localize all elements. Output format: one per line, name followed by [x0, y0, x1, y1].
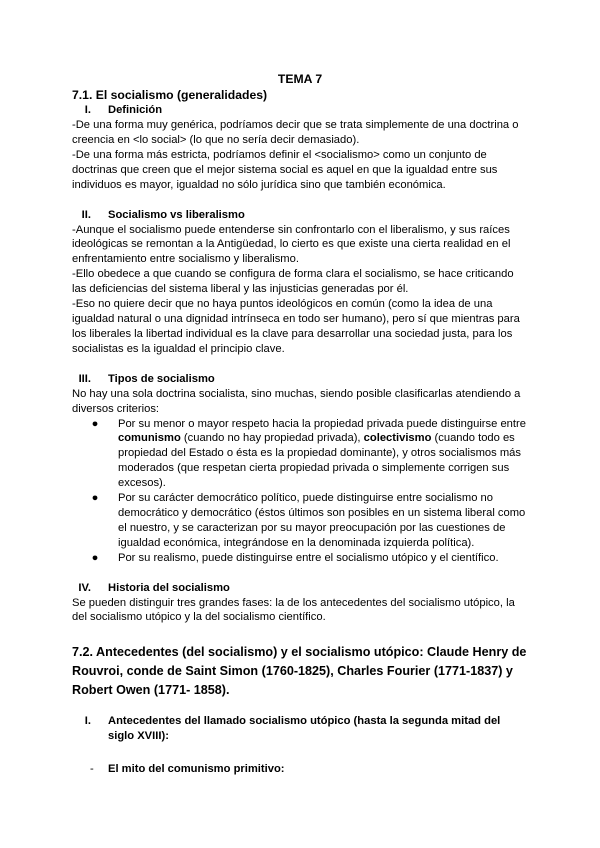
list-item: ● Por su realismo, puede distinguirse entre el socialismo utópico y el científico. — [91, 551, 499, 564]
page-title: TEMA 7 — [277, 72, 323, 86]
paragraph: Se pueden distinguir tres grandes fases: la de los antecedentes del socialismo utópico, la del socialismo utópico y la del socialismo científico. — [72, 596, 515, 624]
bullet-icon: ● — [91, 492, 99, 505]
paragraph: -Eso no quiere decir que no haya puntos ideológicos en común (como la idea de una igualdad natural o una dignidad intrínseca en todo ser humano), pero sí que mientras para los liberales la libertad individual es la clave para desarrollar una sociedad justa, para los socialistas es la igualdad el principio clave. — [72, 298, 520, 355]
dash-marker: - — [90, 763, 94, 776]
list-item: ● Por su carácter democrático político, puede distinguirse entre socialismo no democrático y democrático (éstos últimos son posibles en un sistema liberal como el nuestro, y se caracterizan por su mayor preocupación por las cuestiones de igualdad económica, integrándose en la denominada izquierda política). — [91, 492, 526, 549]
subsection-title: Tipos de socialismo — [108, 372, 215, 385]
subsection-title: Historia del socialismo — [108, 581, 230, 594]
subsection-heading-tipos-de-socialismo — [72, 372, 528, 387]
subsection-title: El mito del comunismo primitivo: — [108, 763, 285, 776]
section-heading-7-1: 7.1. El socialismo (generalidades) — [72, 88, 268, 102]
subsection-heading-mito — [72, 762, 528, 777]
bullet-list — [72, 417, 528, 566]
subsection-title: Definición — [108, 104, 163, 116]
term-colectivismo: colectivismo — [363, 432, 432, 445]
subsection-heading-definicion — [72, 103, 528, 118]
paragraph: -Ello obedece a que cuando se configura de forma clara el socialismo, se hace criticando las deficiencias del sistema liberal y las injusticias generadas por él. — [72, 268, 514, 296]
term-comunismo: comunismo — [118, 432, 181, 445]
subsection-heading-historia — [72, 581, 528, 596]
paragraph: -De una forma más estricta, podríamos definir el <socialismo> como un conjunto de doctrinas que creen que el mejor sistema social es aquel en que la igualdad entre sus individuos es mayor, igualdad no sólo jurídica sino que también económica. — [72, 148, 498, 191]
subsection-title: Socialismo vs liberalismo — [108, 208, 245, 221]
paragraph: -Aunque el socialismo puede entenderse sin confrontarlo con el liberalismo, y sus raíces ideológicas se remontan a la Antigüedad, lo cierto es que existe una cierta realidad en el enfrentamiento entre socialismo y liberalismo. — [72, 223, 511, 266]
subsection-number: I. — [84, 715, 91, 728]
subsection-heading-antecedentes — [72, 714, 528, 744]
bullet-icon: ● — [91, 551, 99, 564]
subsection-number: I. — [84, 104, 91, 116]
section-heading-7-2: 7.2. Antecedentes (del socialismo) y el socialismo utópico: Claude Henry de Rouvroi, conde de Saint Simon (1760-1825), Charles Fourier (1771-1837) y Robert Owen (1771- 1858). — [72, 645, 527, 697]
subsection-heading-socialismo-vs-liberalismo — [72, 208, 528, 223]
paragraph: -De una forma muy genérica, podríamos decir que se trata simplemente de una doctrina o creencia en <lo social> (lo que no sería decir demasiado). — [72, 119, 519, 146]
list-item: ● Por su menor o mayor respeto hacia la propiedad privada puede distinguirse entre comunismo (cuando no hay propiedad privada), colectivismo (cuando todo es propiedad del Estado o ésta es la propiedad dominante), y otros socialismos más moderados (que respetan cierta propiedad privada o simplemente corrigen sus excesos). — [91, 417, 526, 490]
bullet-icon: ● — [91, 417, 99, 430]
document-page — [72, 72, 528, 777]
subsection-number: III. — [78, 372, 91, 385]
paragraph: No hay una sola doctrina socialista, sino muchas, siendo posible clasificarlas atendiendo a diversos criterios: — [72, 387, 521, 415]
subsection-number: II. — [81, 208, 91, 221]
subsection-number: IV. — [78, 581, 91, 594]
subsection-title: Antecedentes del llamado socialismo utópico (hasta la segunda mitad del siglo XVIII): — [108, 715, 501, 743]
